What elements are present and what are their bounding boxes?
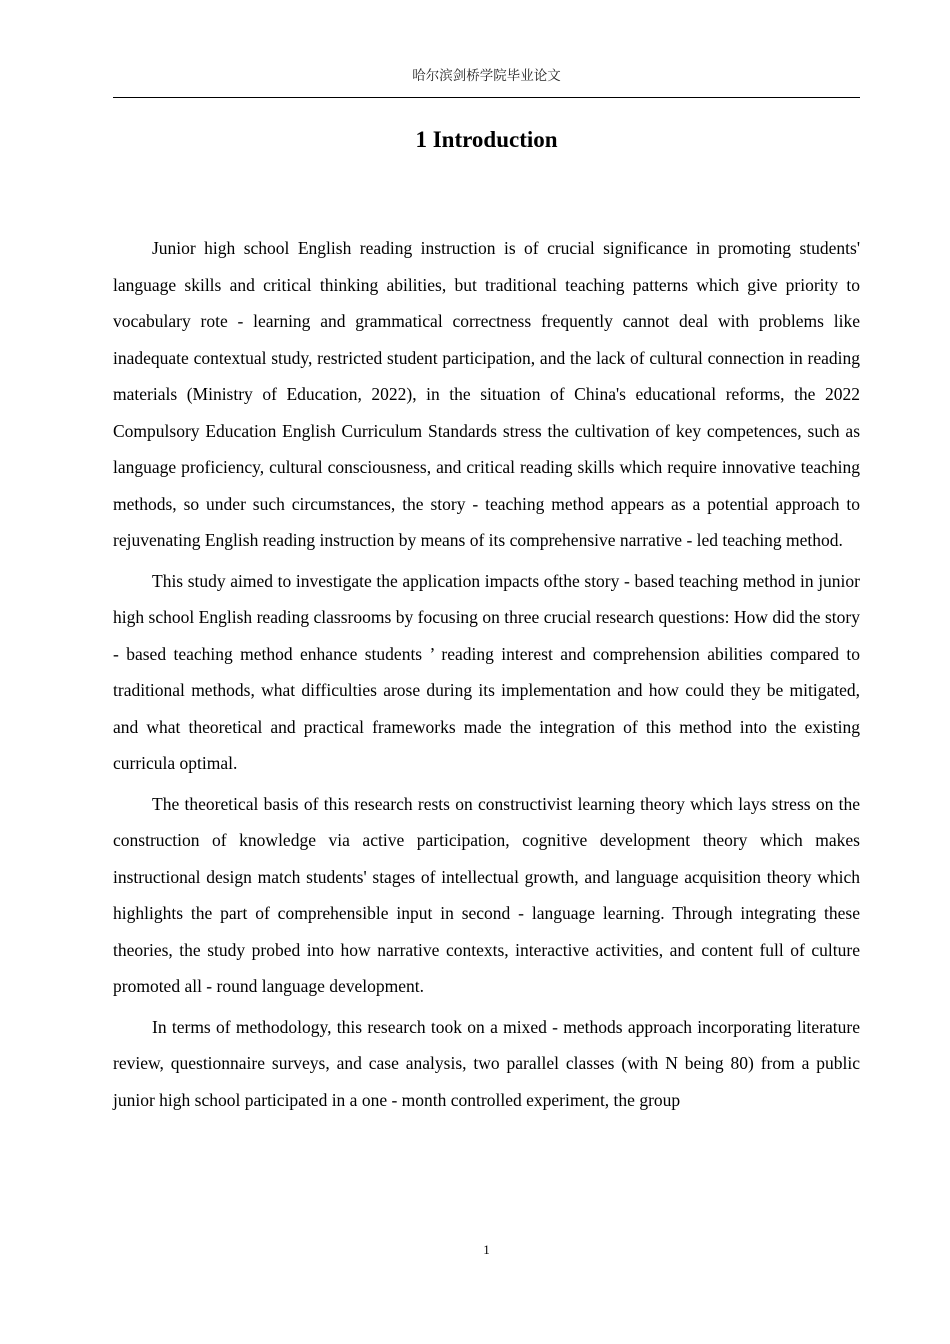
header-rule — [113, 97, 860, 98]
body-text — [113, 230, 860, 1122]
paragraph: Junior high school English reading instruction is of crucial significance in promoting students' language skills and critical thinking abilities, but traditional teaching patterns which give priority to vocabulary rote - learning and grammatical correctness frequently cannot deal with problems like inadequate contextual study, restricted student participation, and the lack of cultural connection in reading materials (Ministry of Education, 2022), in the situation of China's educational reforms, the 2022 Compulsory Education English Curriculum Standards stress the cultivation of key competences, such as language proficiency, cultural consciousness, and critical reading skills which require innovative teaching methods, so under such circumstances, the story - teaching method appears as a potential approach to rejuvenating English reading instruction by means of its comprehensive narrative - led teaching method. — [113, 238, 860, 550]
paragraph: This study aimed to investigate the application impacts ofthe story - based teaching method in junior high school English reading classrooms by focusing on three crucial research questions: How did the story - based teaching method enhance students ’ reading interest and comprehension abilities compared to traditional methods, what difficulties arose during its implementation and how could they be mitigated, and what theoretical and practical frameworks made the integration of this method into the existing curricula optimal. — [113, 570, 860, 773]
running-header: 哈尔滨剑桥学院毕业论文 — [412, 68, 561, 83]
chapter-title: 1 Introduction — [415, 127, 558, 152]
paragraph: In terms of methodology, this research took on a mixed - methods approach incorporating literature review, questionnaire surveys, and case analysis, two parallel classes (with N being 80) from a public junior high school participated in a one - month controlled experiment, the group — [113, 1016, 860, 1110]
paragraph: The theoretical basis of this research rests on constructivist learning theory which lays stress on the construction of knowledge via active participation, cognitive development theory which makes instructional design match students' stages of intellectual growth, and language acquisition theory which highlights the part of comprehensible input in second - language learning. Through integrating these theories, the study probed into how narrative contexts, interactive activities, and content full of culture promoted all - round language development. — [113, 793, 860, 996]
page-number: 1 — [483, 1242, 490, 1257]
